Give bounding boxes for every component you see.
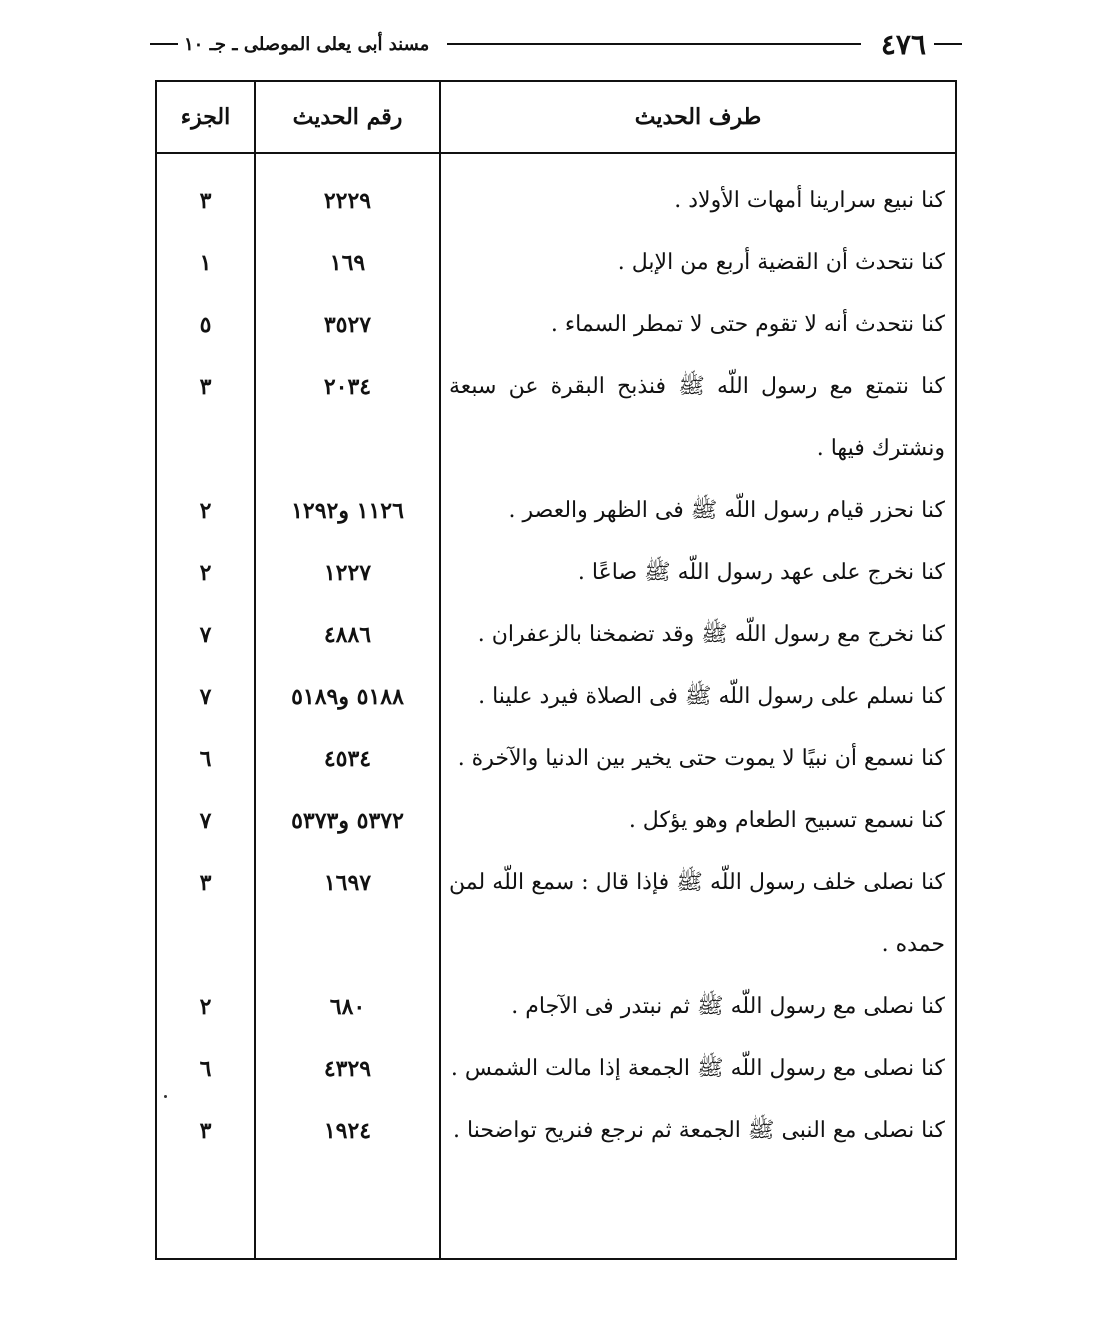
hadith-number: ٥٣٧٢ و٥٣٧٣: [291, 808, 404, 834]
volume-number: ٣: [199, 1118, 212, 1144]
hadith-text: كنا نصلى مع رسول اللّه ﷺ ثم نبتدر فى الآجام .: [511, 994, 945, 1019]
hadith-number: ٥١٨٨ و٥١٨٩: [291, 684, 404, 710]
volume-number: ٢: [199, 560, 212, 586]
stray-print-dot: [164, 1095, 167, 1098]
hadith-text: كنا نتمتع مع رسول اللّه ﷺ فنذبح البقرة عن سبعة ونشترك فيها .: [449, 374, 945, 461]
hadith-number: ٤٥٣٤: [323, 746, 372, 772]
hadith-text: كنا نسمع أن نبيًا لا يموت حتى يخير بين الدنيا والآخرة .: [457, 746, 945, 771]
volume-number: ٥: [199, 312, 212, 338]
hadith-text: كنا نخرج مع رسول اللّه ﷺ وقد تضمخنا بالزعفران .: [477, 622, 945, 647]
hadith-number: ٣٥٢٧: [323, 312, 372, 338]
volume-number: ٦: [199, 1056, 212, 1082]
hadith-text: كنا نبيع سرارينا أمهات الأولاد .: [674, 188, 945, 213]
table-body: [157, 170, 955, 1162]
table-row: [157, 604, 955, 666]
table-row: [157, 852, 955, 976]
hadith-text: كنا نتحدث أنه لا تقوم حتى لا تمطر السماء .: [550, 312, 945, 337]
volume-number: ٢: [199, 994, 212, 1020]
header-rule-right: [934, 43, 962, 45]
column-header-hadith-text: طرف الحديث: [634, 104, 762, 130]
hadith-index-table: [155, 80, 957, 1260]
hadith-number: ٤٨٨٦: [323, 622, 372, 648]
hadith-text: كنا نصلى مع النبى ﷺ الجمعة ثم نرجع فنريح تواضحنا .: [453, 1118, 945, 1143]
book-title: مسند أبى يعلى الموصلى ـ جـ ١٠: [184, 33, 430, 55]
table-header-row: [157, 82, 955, 154]
hadith-number: ٤٣٢٩: [323, 1056, 372, 1082]
table-row: [157, 1100, 955, 1162]
table-row: [157, 294, 955, 356]
hadith-number: ١٦٩٧: [323, 870, 372, 896]
table-row: [157, 976, 955, 1038]
column-header-hadith-number: رقم الحديث: [292, 104, 403, 130]
table-row: [157, 728, 955, 790]
hadith-number: ١٢٢٧: [323, 560, 372, 586]
column-header-volume: الجزء: [180, 104, 231, 130]
table-row: [157, 790, 955, 852]
table-row: [157, 170, 955, 232]
volume-number: ٧: [199, 808, 212, 834]
volume-number: ٣: [199, 870, 212, 896]
running-header: [150, 24, 962, 64]
table-row: [157, 480, 955, 542]
table-row: [157, 666, 955, 728]
table-row: [157, 1038, 955, 1100]
volume-number: ٣: [199, 374, 212, 400]
page-number: ٤٧٦: [880, 27, 926, 61]
hadith-number: ٦٨٠: [329, 994, 366, 1020]
hadith-number: ٢٠٣٤: [323, 374, 372, 400]
table-row: [157, 356, 955, 480]
hadith-text: كنا نحزر قيام رسول اللّه ﷺ فى الظهر والعصر .: [508, 498, 945, 523]
hadith-text: كنا نسمع تسبيح الطعام وهو يؤكل .: [628, 808, 945, 833]
hadith-number: ٢٢٢٩: [323, 188, 372, 214]
table-row: [157, 232, 955, 294]
header-rule-left: [150, 43, 178, 45]
volume-number: ٧: [199, 684, 212, 710]
hadith-text: كنا نصلى مع رسول اللّه ﷺ الجمعة إذا مالت الشمس .: [450, 1056, 945, 1081]
hadith-text: كنا نسلم على رسول اللّه ﷺ فى الصلاة فيرد علينا .: [478, 684, 945, 709]
table-row: [157, 542, 955, 604]
hadith-text: كنا نتحدث أن القضية أربع من الإبل .: [617, 250, 945, 275]
volume-number: ٦: [199, 746, 212, 772]
hadith-number: ١١٢٦ و١٢٩٢: [291, 498, 404, 524]
volume-number: ٣: [199, 188, 212, 214]
header-rule-middle: [447, 43, 861, 45]
hadith-number: ١٩٢٤: [323, 1118, 372, 1144]
volume-number: ٢: [199, 498, 212, 524]
hadith-text: كنا نصلى خلف رسول اللّه ﷺ فإذا قال : سمع اللّه لمن حمده .: [449, 870, 945, 957]
hadith-text: كنا نخرج على عهد رسول اللّه ﷺ صاعًا .: [577, 560, 945, 585]
volume-number: ٧: [199, 622, 212, 648]
hadith-number: ١٦٩: [329, 250, 366, 276]
volume-number: ١: [199, 250, 212, 276]
